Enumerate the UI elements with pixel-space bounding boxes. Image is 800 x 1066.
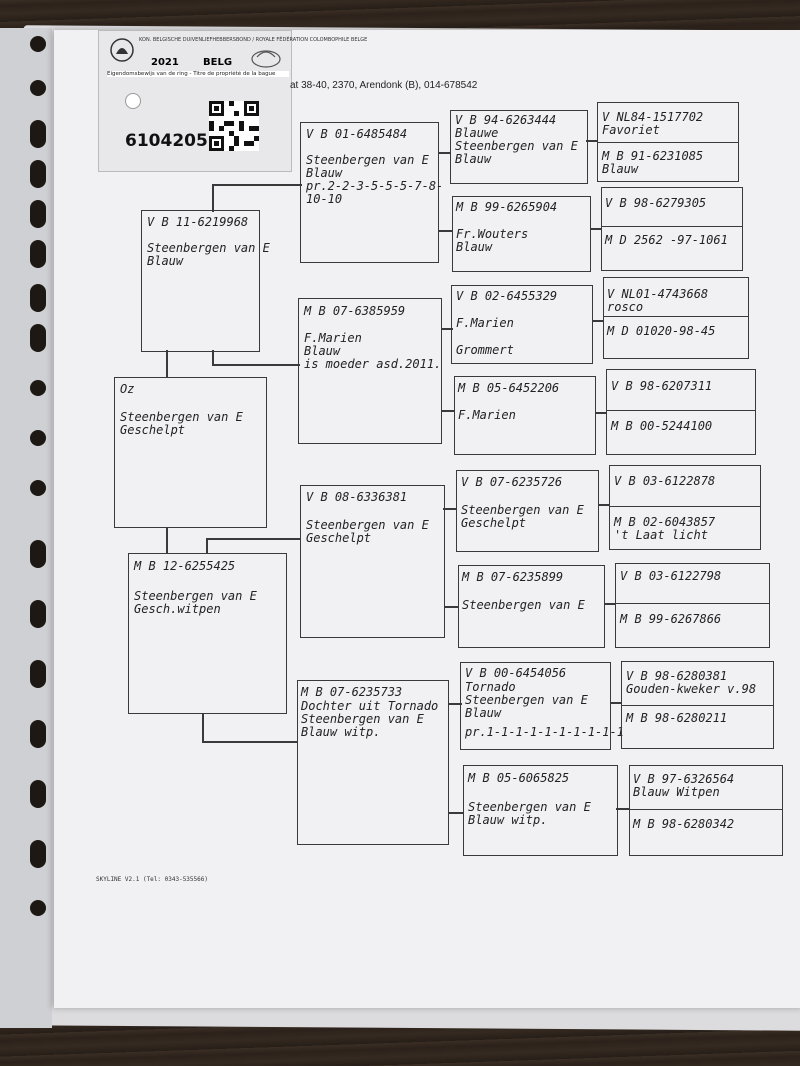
- ring-ownership-subtitle: Eigendomsbewijs van de ring - Titre de propriété de la bague: [107, 71, 289, 77]
- connector-line: [616, 808, 630, 810]
- g5-divider: [606, 410, 756, 411]
- connector-line: [438, 152, 450, 154]
- punch-hole: [30, 540, 46, 568]
- g5-8-sire-note: Blauw Witpen: [633, 785, 720, 799]
- mmf-name: Tornado: [465, 680, 516, 694]
- tag-punch-hole: [125, 93, 141, 109]
- mfm-ring: M B 07-6235899: [462, 570, 564, 584]
- connector-line: [441, 410, 455, 412]
- connector-line: [212, 184, 214, 212]
- mm-strain: Steenbergen van E: [301, 712, 424, 726]
- g5-6-dam-ring: M B 99-6267866: [620, 612, 722, 626]
- g5-5-dam-ring: M B 02-6043857: [614, 515, 716, 529]
- punch-hole: [30, 380, 46, 396]
- fm-color: Blauw: [304, 344, 341, 358]
- pedigree-box-mother: [128, 553, 287, 714]
- g5-7-dam-ring: M B 98-6280211: [626, 711, 728, 725]
- mf-ring: V B 08-6336381: [306, 490, 408, 504]
- punch-hole: [30, 324, 46, 352]
- mmm-ring: M B 05-6065825: [468, 771, 570, 785]
- mmf-ring: V B 00-6454056: [465, 666, 567, 680]
- punch-hole: [30, 240, 46, 268]
- g5-3-dam-ring: M D 01020-98-45: [607, 324, 716, 338]
- punch-hole: [30, 660, 46, 688]
- g5-8-dam-ring: M B 98-6280342: [633, 817, 735, 831]
- mmf-strain: Steenbergen van E: [465, 693, 588, 707]
- ffm-breeder: Fr.Wouters: [456, 227, 529, 241]
- g5-6-sire-ring: V B 03-6122798: [620, 569, 722, 583]
- g5-8-sire-ring: V B 97-6326564: [633, 772, 735, 786]
- punch-hole: [30, 480, 46, 496]
- mmm-strain: Steenbergen van E: [468, 800, 591, 814]
- g5-3-sire-note: rosco: [607, 300, 644, 314]
- g5-divider: [621, 705, 774, 706]
- punch-hole: [30, 120, 46, 148]
- punch-hole: [30, 80, 46, 96]
- connector-line: [443, 508, 457, 510]
- connector-line: [206, 538, 208, 554]
- mf-strain: Steenbergen van E: [306, 518, 429, 532]
- ring-year: 2021: [151, 57, 179, 68]
- g5-2-dam-ring: M D 2562 -97-1061: [605, 233, 728, 247]
- fmm-ring: M B 05-6452206: [458, 381, 560, 395]
- subject-strain: Steenbergen van E: [120, 410, 243, 424]
- connector-line: [206, 538, 300, 540]
- fmf-breeder: F.Marien: [456, 316, 514, 330]
- connector-line: [438, 230, 452, 232]
- g5-5-dam-note: 't Laat licht: [614, 528, 708, 542]
- pedigree-box-father: [141, 210, 260, 352]
- connector-line: [212, 184, 302, 186]
- ff-color: Blauw: [306, 166, 343, 180]
- pedigree-box-fm: [298, 298, 442, 444]
- g5-7-sire-note: Gouden-kweker v.98: [626, 682, 757, 696]
- punch-hole: [30, 840, 46, 868]
- connector-line: [212, 350, 214, 364]
- mmf-prizes: pr.1-1-1-1-1-1-1-1-1-1: [465, 725, 624, 739]
- connector-line: [448, 812, 464, 814]
- connector-line: [202, 741, 298, 743]
- connector-line: [445, 606, 459, 608]
- ring-number: 6104205: [125, 131, 208, 151]
- mother-color: Gesch.witpen: [134, 602, 221, 616]
- g5-1-sire-note: Favoriet: [602, 123, 660, 137]
- mfm-strain: Steenbergen van E: [462, 598, 585, 612]
- ffm-color: Blauw: [456, 240, 493, 254]
- fmm-breeder: F.Marien: [458, 408, 516, 422]
- punch-hole: [30, 600, 46, 628]
- father-color: Blauw: [147, 254, 184, 268]
- ff-ring: V B 01-6485484: [306, 127, 408, 141]
- punch-hole: [30, 780, 46, 808]
- mm-color: Blauw witp.: [301, 725, 381, 739]
- ff-prizes: pr.2-2-3-5-5-5-7-8-: [306, 179, 444, 193]
- fmf-name: Grommert: [456, 343, 514, 357]
- subject-color: Geschelpt: [120, 423, 186, 437]
- mmf-color: Blauw: [465, 706, 502, 720]
- mother-strain: Steenbergen van E: [134, 589, 257, 603]
- pedigree-box-subject: [114, 377, 267, 528]
- ffm-ring: M B 99-6265904: [456, 200, 558, 214]
- g5-divider: [597, 142, 739, 143]
- pedigree-box-mf: [300, 485, 445, 638]
- g5-divider: [609, 506, 761, 507]
- g5-1-sire-ring: V NL84-1517702: [602, 110, 704, 124]
- mf-color: Geschelpt: [306, 531, 372, 545]
- fm-breeder: F.Marien: [304, 331, 362, 345]
- federation-name: KON. BELGISCHE DUIVENLIEFHEBBERSBOND / ROYALE FÉDÉRATION COLOMBOPHILE BELGE: [139, 37, 368, 43]
- g5-1-dam-note: Blauw: [602, 162, 639, 176]
- g5-7-sire-ring: V B 98-6280381: [626, 669, 728, 683]
- fff-name: Blauwe: [455, 126, 499, 140]
- connector-line: [166, 527, 168, 554]
- father-ring: V B 11-6219968: [147, 215, 249, 229]
- g5-3-sire-ring: V NL01-4743668: [607, 287, 709, 301]
- breeder-address: at 38-40, 2370, Arendonk (B), 014-678542: [290, 80, 478, 91]
- connector-line: [212, 364, 300, 366]
- mm-note: Dochter uit Tornado: [301, 699, 439, 713]
- father-strain: Steenbergen van E: [147, 241, 270, 255]
- fff-ring: V B 94-6263444: [455, 113, 557, 127]
- mff-color: Geschelpt: [461, 516, 527, 530]
- federation-logo-icon: [109, 37, 135, 63]
- punched-hole-strip: [0, 28, 52, 1028]
- software-footer: SKYLINE V2.1 (Tel: 0343-535566): [96, 876, 208, 883]
- punch-hole: [30, 900, 46, 916]
- ff-prizes-cont: 10-10: [306, 192, 343, 206]
- g5-divider: [603, 316, 749, 317]
- connector-line: [202, 713, 204, 741]
- qr-code-icon: [209, 101, 259, 151]
- g5-1-dam-ring: M B 91-6231085: [602, 149, 704, 163]
- g5-2-sire-ring: V B 98-6279305: [605, 196, 707, 210]
- punch-hole: [30, 160, 46, 188]
- subject-name: Oz: [120, 382, 135, 396]
- g5-divider: [601, 226, 743, 227]
- punch-hole: [30, 430, 46, 446]
- mm-ring: M B 07-6235733: [301, 685, 403, 699]
- mmm-color: Blauw witp.: [468, 813, 548, 827]
- g5-4-dam-ring: M B 00-5244100: [611, 419, 713, 433]
- mother-ring: M B 12-6255425: [134, 559, 236, 573]
- ff-strain: Steenbergen van E: [306, 153, 429, 167]
- g5-divider: [629, 809, 783, 810]
- fm-note: is moeder asd.2011.: [304, 357, 442, 371]
- punch-hole: [30, 720, 46, 748]
- punch-hole: [30, 36, 46, 52]
- connector-line: [166, 350, 168, 378]
- mff-strain: Steenbergen van E: [461, 503, 584, 517]
- g5-4-sire-ring: V B 98-6207311: [611, 379, 713, 393]
- fm-ring: M B 07-6385959: [304, 304, 406, 318]
- pigeon-logo-icon: [249, 45, 283, 69]
- fmf-ring: V B 02-6455329: [456, 289, 558, 303]
- g5-divider: [615, 603, 770, 604]
- punch-hole: [30, 284, 46, 312]
- punch-hole: [30, 200, 46, 228]
- g5-5-sire-ring: V B 03-6122878: [614, 474, 716, 488]
- fff-strain: Steenbergen van E: [455, 139, 578, 153]
- mff-ring: V B 07-6235726: [461, 475, 563, 489]
- ring-country: BELG: [203, 57, 233, 68]
- fff-color: Blauw: [455, 152, 492, 166]
